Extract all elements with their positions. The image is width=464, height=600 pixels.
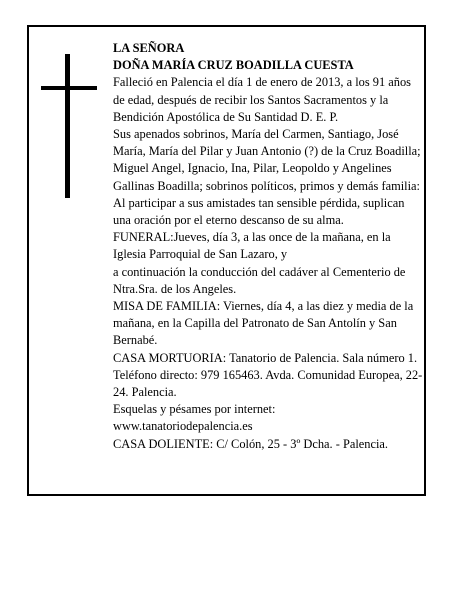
- cross-horizontal-bar: [41, 86, 97, 90]
- obituary-notice-frame: [27, 25, 426, 496]
- funeral-paragraph: FUNERAL:Jueves, día 3, a las once de la mañana, en la Iglesia Parroquial de San Lazaro, y: [113, 230, 391, 262]
- prayer-request-paragraph: Al participar a sus amistades tan sensible pérdida, suplican una oración por el eterno descanso de su alma.: [113, 195, 405, 228]
- online-condolences-label: Esquelas y pésames por internet:: [113, 402, 276, 417]
- mourning-house-paragraph: CASA DOLIENTE: C/ Colón, 25 - 3º Dcha. - Palencia.: [113, 436, 389, 451]
- mortuary-paragraph: CASA MORTUORIA: Tanatorio de Palencia. Sala número 1. Teléfono directo: 979 165463. Avda. Comunidad Europea, 22-24. Palencia.: [113, 350, 423, 400]
- website-link[interactable]: www.tanatoriodepalencia.es: [113, 419, 253, 434]
- cortege-paragraph: a continuación la conducción del cadáver al Cementerio de Ntra.Sra. de los Angeles.: [113, 264, 406, 296]
- cross-icon: [41, 54, 97, 198]
- death-paragraph: Falleció en Palencia el día 1 de enero de 2013, a los 91 años de edad, después de recibir los Santos Sacramentos y la Bendición Apostólica de Su Santidad D. E. P.: [113, 75, 411, 124]
- cross-vertical-bar: [65, 54, 70, 198]
- title-line-1: LA SEÑORA: [113, 41, 185, 55]
- family-mass-paragraph: MISA DE FAMILIA: Viernes, día 4, a las diez y media de la mañana, en la Capilla del Patronato de San Antolín y San Bernabé.: [113, 299, 414, 348]
- deceased-name: DOÑA MARÍA CRUZ BOADILLA CUESTA: [113, 58, 354, 73]
- obituary-text: [113, 40, 425, 453]
- family-paragraph: Sus apenados sobrinos, María del Carmen, Santiago, José María, María del Pilar y Juan Antonio (?) de la Cruz Boadilla; Miguel Angel, Ignacio, Ina, Pilar, Leopoldo y Angelines Gallinas Boadilla; sobrinos políticos, primos y demás familia:: [113, 127, 421, 193]
